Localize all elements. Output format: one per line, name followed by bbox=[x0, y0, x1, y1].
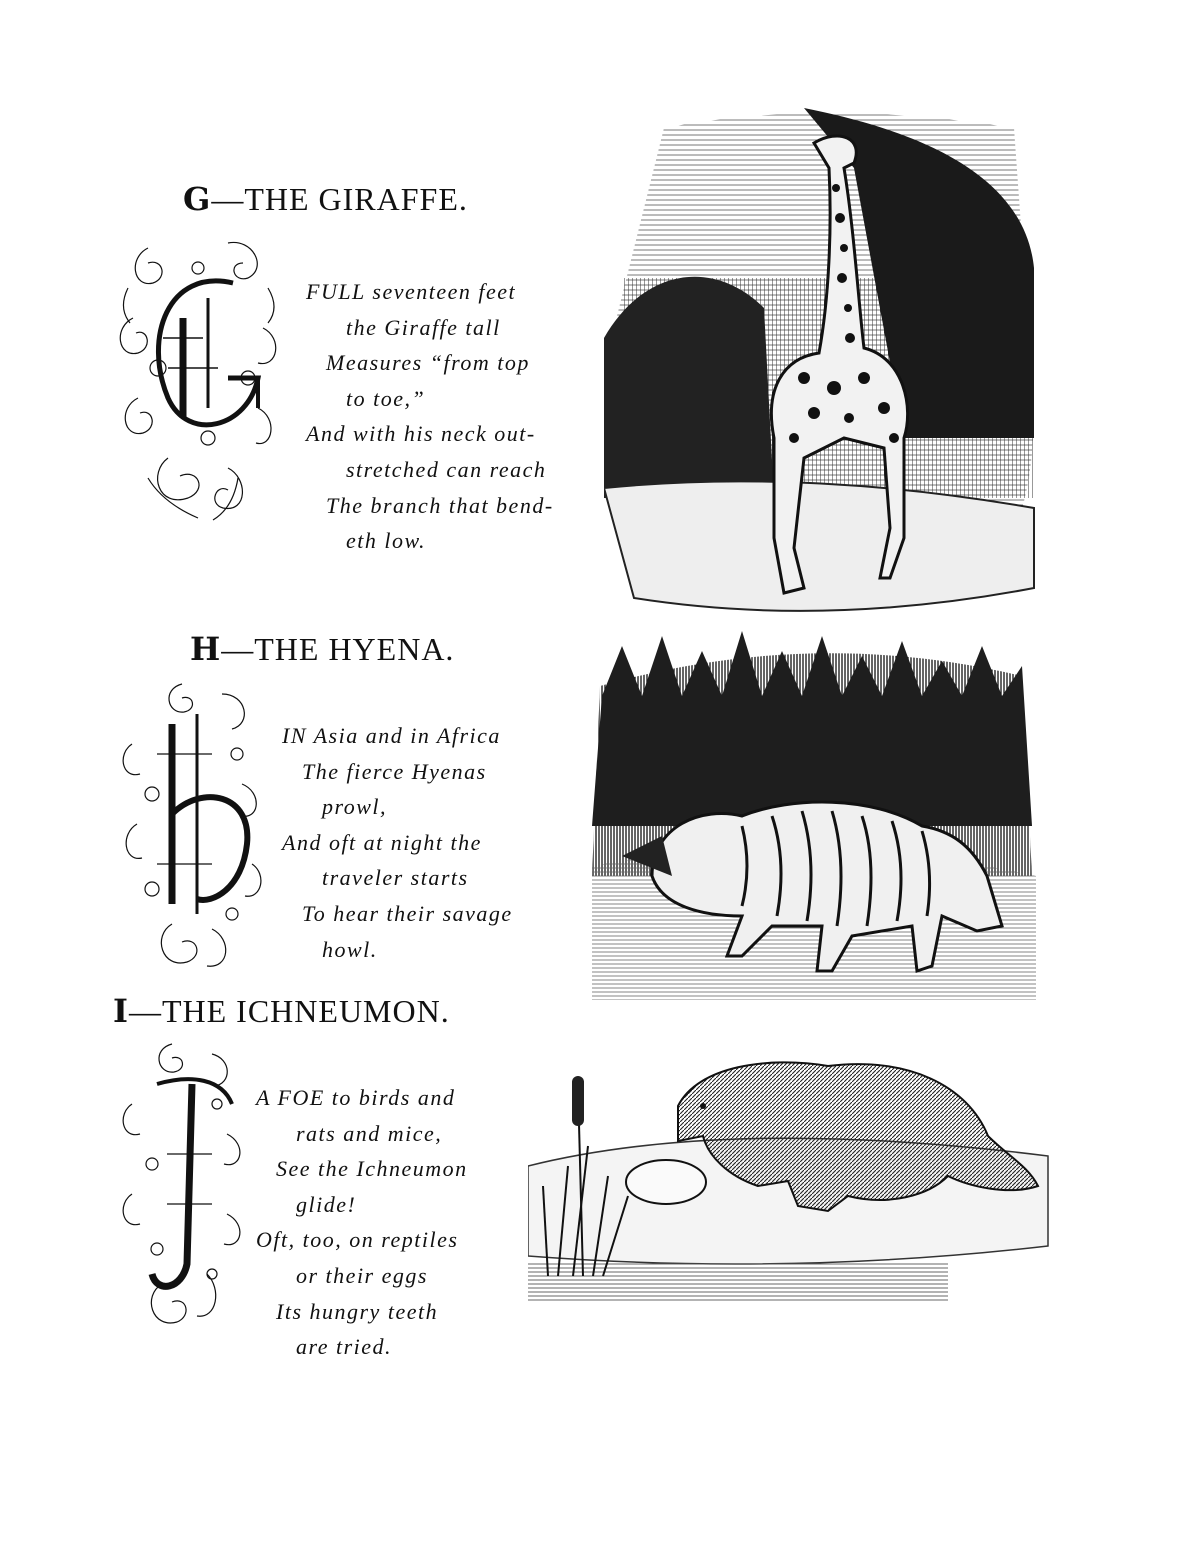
illuminated-initial-g bbox=[108, 228, 288, 528]
verse-line: stretched can reach bbox=[346, 456, 547, 482]
verse-line: to toe,” bbox=[346, 385, 426, 411]
verse-hyena bbox=[276, 718, 513, 967]
illuminated-initial-i bbox=[112, 1034, 252, 1334]
verse-giraffe bbox=[300, 274, 554, 559]
heading-title: —THE GIRAFFE. bbox=[211, 181, 468, 217]
ichneumon-engraving bbox=[528, 1046, 1050, 1314]
verse-line: Oft, too, on reptiles bbox=[256, 1227, 459, 1253]
verse-line: rats and mice, bbox=[296, 1120, 443, 1146]
verse-ichneumon bbox=[250, 1080, 468, 1365]
verse-line: the Giraffe tall bbox=[346, 314, 501, 340]
verse-line: A FOE to birds and bbox=[256, 1085, 456, 1110]
hyena-engraving bbox=[592, 626, 1036, 1000]
verse-line: glide! bbox=[296, 1191, 357, 1217]
verse-line: The branch that bend- bbox=[326, 492, 554, 518]
heading-giraffe bbox=[183, 180, 468, 218]
heading-letter: G bbox=[183, 180, 212, 218]
heading-title: —THE HYENA. bbox=[221, 631, 455, 667]
heading-hyena bbox=[190, 630, 454, 668]
verse-line: The fierce Hyenas bbox=[302, 758, 487, 784]
verse-line: See the Ichneumon bbox=[276, 1156, 468, 1182]
illuminated-initial-h bbox=[112, 674, 272, 974]
verse-line: traveler starts bbox=[322, 865, 469, 891]
verse-line: are tried. bbox=[296, 1334, 393, 1360]
verse-line: Measures “from top bbox=[326, 350, 530, 376]
heading-letter: H bbox=[190, 630, 222, 668]
verse-line: prowl, bbox=[322, 794, 388, 820]
verse-line: IN Asia and in Africa bbox=[282, 723, 501, 748]
heading-title: —THE ICHNEUMON. bbox=[128, 993, 450, 1029]
verse-line: eth low. bbox=[346, 528, 427, 554]
verse-line: FULL seventeen feet bbox=[306, 279, 517, 304]
heading-letter: I bbox=[113, 992, 129, 1030]
verse-line: And with his neck out- bbox=[306, 421, 536, 447]
verse-line: or their eggs bbox=[296, 1262, 428, 1288]
verse-line: And oft at night the bbox=[282, 829, 482, 855]
verse-line: Its hungry teeth bbox=[276, 1298, 439, 1324]
giraffe-engraving bbox=[604, 108, 1040, 613]
verse-line: To hear their savage bbox=[302, 900, 513, 926]
heading-ichneumon bbox=[113, 992, 450, 1030]
verse-line: howl. bbox=[322, 936, 378, 962]
